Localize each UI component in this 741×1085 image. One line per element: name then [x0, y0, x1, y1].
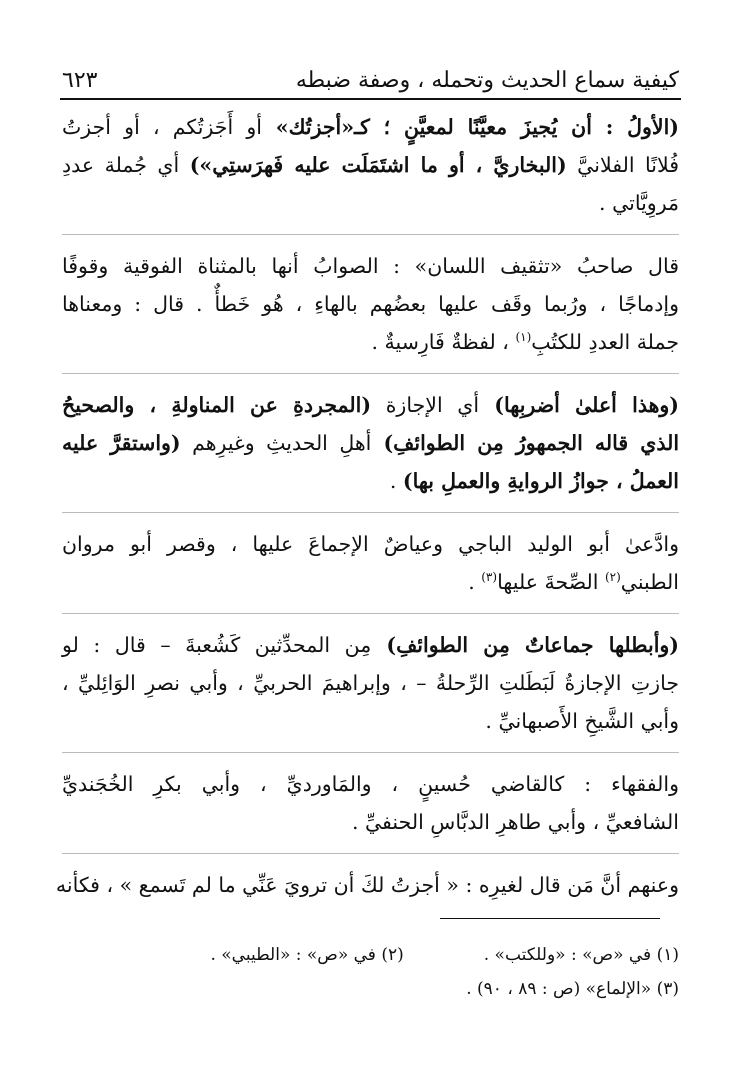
text-segment: وإدماجًا ، ورُبما وقَف عليها بعضُهم بالهاءِ ، هُو خَطأٌ . قال : ومعناها: [62, 292, 679, 316]
text-line: [62, 386, 679, 424]
text-line: [62, 184, 679, 222]
text-segment: أهلِ الحديثِ وغيرِهم: [180, 431, 372, 455]
text-segment: العملُ ، جوازُ الروايةِ والعملِ بها): [402, 469, 679, 493]
text-line: [62, 664, 679, 702]
text-line: [62, 462, 679, 500]
text-line: [62, 803, 679, 841]
text-segment: .: [468, 570, 482, 594]
header-title: كيفية سماع الحديث وتحمله ، وصفة ضبطه: [295, 68, 679, 93]
text-segment: (وأبطلها جماعاتٌ مِن الطوائفِ): [371, 633, 679, 657]
text-segment: فُلانًا الفلانيَّ: [566, 153, 679, 177]
paragraph: [62, 626, 679, 753]
text-segment: (وهذا أعلىٰ أضربِها): [479, 393, 679, 417]
text-segment: الشافعيِّ ، وأبي طاهرِ الدبَّاسِ الحنفيِّ .: [351, 810, 679, 834]
footnote-2: (٢) في «ص» : «الطيبي» .: [210, 945, 404, 965]
footnote-row: [62, 972, 679, 1006]
page-number: ٦٢٣: [62, 68, 98, 93]
text-segment: والفقهاء : كالقاضي حُسينٍ ، والمَاورديِّ ، وأبي بكرِ الخُجَنديِّ: [62, 772, 679, 796]
text-segment: (البخاريَّ ، أو ما اشتَمَلَت عليه فَهرَستِي»): [189, 153, 567, 177]
text-segment: الذي قاله الجمهورُ مِن الطوائفِ): [371, 431, 680, 455]
main-text: [55, 108, 680, 912]
text-segment: مَروِيَّاتي .: [599, 191, 679, 215]
text-segment: أو أَجَزتُكم ، أو أجزتُ: [62, 115, 262, 139]
text-line: [62, 702, 679, 740]
footnote-rule: [440, 918, 660, 919]
text-segment: أي الإجازة: [371, 393, 480, 417]
text-segment: أي جُملة عددِ: [62, 153, 190, 177]
text-line: [62, 108, 679, 146]
text-line: [62, 563, 679, 601]
text-segment: وادَّعىٰ أبو الوليد الباجي وعياضٌ الإجماعَ عليها ، وقصر أبو مروان: [62, 532, 679, 556]
footnote-3: (٣) «الإلماع» (ص : ٨٩ ، ٩٠) .: [466, 979, 679, 999]
text-segment: وعنهم أنَّ مَن قال لغيرِه : « أجزتُ لكَ أن ترويَ عَنِّي ما لم تَسمع » ، فكأنه: [55, 873, 679, 897]
text-segment: (الأولُ : أن يُجيزَ معيَّنًا لمعيَّنٍ ؛ كـ«أجزتُك»: [261, 115, 679, 139]
text-segment: الطبني: [620, 570, 679, 594]
text-line: [55, 866, 679, 904]
text-line: [62, 146, 679, 184]
paragraph: [62, 108, 679, 235]
header-rule: [60, 98, 681, 100]
paragraph: [62, 247, 679, 374]
text-segment: (المجردةِ عن المناولةِ ، والصحيحُ: [62, 393, 372, 417]
footnote-row: [62, 938, 679, 972]
paragraph: [55, 866, 679, 912]
text-segment: (واستقرَّ عليه: [62, 431, 181, 455]
running-header: [62, 52, 679, 96]
text-line: [62, 525, 679, 563]
text-line: [62, 626, 679, 664]
text-line: [62, 765, 679, 803]
text-line: [62, 247, 679, 285]
text-segment: ، لفظةٌ فَارِسيةٌ .: [371, 330, 516, 354]
text-line: [62, 323, 679, 361]
text-segment: .: [389, 469, 403, 493]
text-segment: مِن المحدِّثين كَشُعبةَ – قال : لو: [62, 633, 372, 657]
footnotes: [62, 938, 679, 1006]
footnote-ref: (٢): [604, 570, 621, 585]
paragraph: [62, 525, 679, 614]
text-segment: وأبي الشَّيخِ الأَصبهانيِّ .: [485, 709, 679, 733]
footnote-ref: (٣): [481, 570, 498, 585]
footnote-1: (١) في «ص» : «وللكتب» .: [483, 945, 679, 965]
text-line: [62, 424, 679, 462]
footnote-ref: (١): [515, 330, 532, 345]
text-segment: جملة العددِ للكتُبِ: [531, 330, 679, 354]
text-segment: قال صاحبُ «تثقيف اللسان» : الصوابُ أنها بالمثناة الفوقية وقوفًا: [62, 254, 679, 278]
text-line: [62, 285, 679, 323]
paragraph: [62, 386, 679, 513]
text-segment: جازتِ الإجازةُ لَبَطَلتِ الرِّحلةُ – ، وإبراهيمَ الحربيِّ ، وأبي نصرِ الوَائِليِّ ،: [62, 671, 679, 695]
paragraph: [62, 765, 679, 854]
text-segment: الصِّحةَ عليها: [497, 570, 605, 594]
